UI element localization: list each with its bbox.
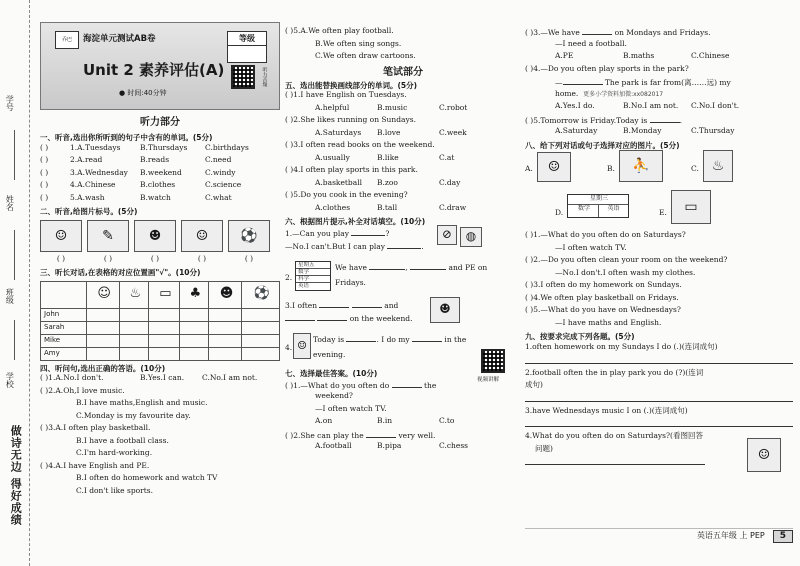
list-item: —I have maths and English. [555,317,662,327]
q5-heading: 五、选出能替换画线部分的单词。(5分) [285,80,418,90]
answer-line[interactable] [525,363,793,364]
options-row [285,441,521,454]
schedule-subject: 科学 [296,276,330,283]
tennis-ball-icon: ◍ [460,227,482,247]
option-a: A.clothes [315,202,351,212]
option-c: C.No.I don't. [691,101,740,110]
check-cell[interactable] [179,321,208,334]
q7-1-text-b: the [424,380,437,390]
q6-2-comma: , [405,263,408,272]
q7-heading: 七、选择最佳答案。(10分) [285,369,378,378]
options-row [525,101,793,114]
answer-paren[interactable]: ( ) [40,142,49,152]
margin-label-name: 姓名 [5,195,15,211]
list-item: ( )4.A.I have English and PE. [40,460,150,470]
margin-label-class: 班级 [5,288,15,304]
list-item: ( )3.A.I often play basketball. [40,423,151,433]
option-a: A.usually [315,152,350,162]
list-item: 3.have Wednesdays music I on (.)(连词成句) [525,405,688,415]
margin-label-school: 学校 [5,372,15,388]
q4-heading: 四、听问句,选出正确的答语。(10分) [40,363,166,373]
fill-blank[interactable] [563,76,603,85]
options-row [285,128,521,141]
option-a: 4.A.Chinese [70,180,116,190]
list-item: B.I have maths,English and music. [76,398,208,408]
check-cell[interactable] [242,334,280,347]
schedule-day: 星期三 [568,195,628,205]
dash: — [555,78,563,87]
check-cell[interactable] [86,321,119,334]
brand-logo-icon: 乔巴 [55,31,79,49]
column-3 [525,26,793,469]
option-b: B.in [377,416,393,426]
q2-heading: 二、听音,给图片标号。(5分) [40,207,138,217]
q7-3-text-b: on Mondays and Fridays. [614,28,711,37]
answer-paren[interactable]: ( ) [40,155,49,165]
schedule-subjects [568,205,628,217]
option-b: B.watch [140,192,171,202]
table-row [41,334,280,347]
fill-blank[interactable] [369,261,405,270]
check-cell[interactable] [86,347,119,360]
q6-3-text: 3.I often [285,301,318,310]
check-cell[interactable] [209,308,242,321]
list-item: ( )1.I have English on Tuesdays. [285,90,407,100]
q4-1-option-a: ( )1.A.No.I don't. [40,373,104,383]
fill-blank[interactable] [392,379,422,388]
options-row [525,51,793,64]
list-item: B.I often do homework and watch TV [76,473,218,483]
check-cell[interactable] [209,334,242,347]
q7-4-home: home. [555,88,579,98]
option-c: C.week [439,127,467,137]
check-cell[interactable] [86,334,119,347]
check-cell[interactable] [179,334,208,347]
margin-line [14,130,15,180]
list-item: ( )2.She likes running on Sundays. [285,115,416,125]
schedule-subject: 英语 [607,205,620,213]
table-header-row [41,281,280,308]
margin-slogan: 做诗无边 得好成绩 [9,425,23,526]
q7-3-line [525,26,793,39]
q7-4-text-c: The park is far from(离……远) my [604,78,731,87]
margin-label-student-id: 学号 [5,95,15,111]
q6-1-line-a: 1.—Can you play ? [285,229,390,238]
options-row [285,203,521,216]
list-item: C.I'm hard-working. [76,448,153,458]
q6-1-line-b: —No.I can't.But I can play . [285,241,424,251]
q7-1-text: ( )1.—What do you often do [285,380,390,390]
list-item: —I often watch TV. [555,242,627,252]
option-a: A.on [315,416,333,426]
q3-table [40,281,280,361]
list-item: 1.often homework on my Sundays I do (.)(连词成句) [525,342,718,351]
option-b: B.Monday [623,126,662,135]
option-c: C.science [205,180,242,190]
q7-2-text: ( )2.She can play the [285,430,364,440]
q9-heading: 九、按要求完成下列各题。(5分) [525,332,635,342]
option-b: B.like [377,152,399,162]
answer-line[interactable] [525,426,793,427]
answer-paren[interactable]: ( ) [244,254,254,263]
schedule-subject: 数学 [570,205,599,217]
qr-code-icon[interactable] [481,349,505,373]
girl-reading-icon: ☺ [747,438,781,472]
table-row [41,321,280,334]
answer-paren[interactable]: ( ) [197,254,207,263]
q7-3-text: ( )3.—We have [525,28,580,37]
option-a: A.basketball [315,177,362,187]
q5-list [285,90,521,215]
option-c: C.windy [205,167,236,177]
options-row [285,416,521,429]
playing-icon: ☻ [209,281,242,308]
q1-list [40,143,280,206]
options-row [525,126,793,139]
fill-blank[interactable] [285,312,315,321]
reading-icon: ☺ [86,281,119,308]
list-item: B.We often sing songs. [315,38,402,48]
check-cell[interactable] [149,308,180,321]
option-c: C.at [439,152,455,162]
option-a: A.football [315,441,352,451]
fill-blank[interactable] [387,240,421,249]
options-row [285,153,521,166]
schedule-subject: 英语 [298,283,310,289]
check-cell[interactable] [149,347,180,360]
q6-2-text: We have [335,263,367,272]
options-row [285,103,521,116]
q6-4-line-a [313,333,521,346]
list-item: —No.I don't.I often wash my clothes. [555,267,696,277]
q4-1-option-c: C.No.I am not. [202,373,258,383]
option-c: C.what [205,192,232,202]
q6-heading: 六、根据图片提示,补全对话填空。(10分) [285,217,426,227]
desk-homework-icon: ✎ [87,220,129,252]
student-name: Amy [41,347,87,360]
q7-4-home-line [525,89,793,102]
option-b: B.love [377,127,401,137]
q9-list [525,342,793,465]
option-c: C.to [439,416,455,426]
q7-2-line [285,429,521,442]
girl-sports-icon: ⚽ [228,220,270,252]
kids-basketball-icon: ⛹ [619,150,663,182]
check-cell[interactable] [149,334,180,347]
list-item [40,143,280,156]
answer-paren[interactable]: ( ) [103,254,113,263]
q6-1-text: 1.—Can you play [285,229,349,238]
q6-4-number: 4. [285,343,293,352]
q6-2-line-b: Fridays. [335,277,366,287]
fill-blank[interactable] [412,333,442,342]
list-item: —I need a football. [555,38,627,48]
schedule-card-icon [295,261,331,291]
option-c: C.draw [439,202,467,212]
check-cell[interactable] [242,321,280,334]
option-b: B.tall [377,202,398,212]
list-item: ( )5.A.We often play football. [285,26,394,35]
girl-homework-icon: ☺ [293,333,311,359]
list-item: ( )1.—What do you often do on Saturdays? [525,230,686,240]
check-cell[interactable] [179,308,208,321]
grade-blank[interactable] [228,46,266,62]
book-label: 英语五年级 上 PEP [696,531,765,541]
listening-title: 听力部分 [140,117,180,128]
option-c: C.day [439,177,461,187]
picture-label-b: B. [607,164,615,174]
list-item: ( )5.—What do you have on Wednesdays? [525,305,681,315]
list-item [40,193,280,206]
q2-parens [40,254,280,264]
q6-4-text-b: . I do my [376,335,410,344]
list-item: 问题) [535,443,553,453]
answer-paren[interactable]: ( ) [150,254,160,263]
brand-name: 海淀单元测试AB卷 [83,34,156,45]
option-c: C.robot [439,102,468,112]
margin-line [14,320,15,360]
margin-line [14,230,15,280]
list-item: C.Monday is my favourite day. [76,410,191,420]
answer-paren[interactable]: ( ) [40,192,49,202]
list-item: ( )4.We often play basketball on Fridays. [525,292,679,302]
washing-icon: ♨ [119,281,148,308]
check-cell[interactable] [86,308,119,321]
student-name: Mike [41,334,87,347]
boy-reading-icon: ☺ [537,152,571,182]
list-item: —I often watch TV. [315,403,387,413]
list-item [40,168,280,181]
q1-heading: 一、听音,选出你所听到的句子中含有的单词。(5分) [40,133,213,142]
list-item: 4.What do you often do on Saturdays?(看图回答 [525,431,703,440]
boy-reading-icon: ☺ [40,220,82,252]
picture-label-c: C. [691,164,699,174]
fill-blank[interactable] [582,26,612,35]
q7-5-line: ( )5.Tomorrow is Friday.Today is . [525,115,683,125]
washing-clothes-icon: ♨ [703,150,733,182]
check-cell[interactable] [242,308,280,321]
page-number: 5 [773,530,793,544]
answer-line[interactable] [525,401,793,402]
option-a: A.Saturday [555,126,598,135]
q8-list [525,230,793,330]
list-item: C.I don't like sports. [76,485,153,495]
column-1 [40,22,280,498]
list-item: ( )5.Do you cook in the evening? [285,190,408,200]
list-item [40,155,280,168]
list-item: ( )2.A.Oh,I love music. [40,385,125,395]
check-cell[interactable] [209,321,242,334]
check-cell[interactable] [242,347,280,360]
option-a: A.Saturdays [315,127,362,137]
answer-line[interactable] [525,464,705,465]
option-c: C.Thursday [691,126,735,135]
option-b: B.music [377,102,408,112]
picture-label-d: D. [555,208,564,218]
time-text: 时间:40分钟 [127,89,167,97]
list-item: ( )3.I often read books on the weekend. [285,140,435,150]
qr-code-icon[interactable] [231,65,255,89]
q8-pictures [525,150,793,230]
table-corner [41,281,87,308]
table-row [41,347,280,360]
option-a: A.PE [555,51,574,60]
option-b: B.reads [140,155,170,165]
q6-2-number: 2. [285,273,293,282]
grade-box [227,31,267,63]
fill-blank[interactable] [317,312,347,321]
list-item: weekend? [315,391,353,401]
cooking-icon: ♣ [179,281,208,308]
exam-header [40,22,280,110]
list-item: C.We often draw cartoons. [315,51,416,60]
option-a: 5.A.wash [70,192,105,202]
schedule-card-icon [567,194,629,218]
q6-3-line-b [285,312,521,325]
fill-blank[interactable] [319,299,349,308]
list-item: ( )4.—Do you often play sports in the park? [525,63,689,73]
check-cell[interactable] [119,321,148,334]
fill-blank[interactable] [351,227,385,236]
check-cell[interactable] [119,347,148,360]
binding-margin [0,0,30,566]
fill-blank[interactable] [650,114,680,123]
option-b: B.No.I am not. [623,101,679,110]
watching-tv-icon: ▭ [671,190,711,224]
option-a: 1.A.Tuesdays [70,142,121,152]
fill-blank[interactable] [410,261,446,270]
unit-title: Unit 2 素养评估(A) [83,61,225,79]
q6-2-text-c: and PE on [448,263,488,272]
q6-item-2 [285,261,521,299]
page-footer [525,528,793,544]
kid-playing-icon: ☻ [430,297,460,323]
qr-label: 视频讲解 [477,376,500,383]
q7-5-text: ( )5.Tomorrow is Friday.Today is [525,115,648,125]
q6-3-text-c: on the weekend. [349,313,413,323]
q7-list [285,376,521,454]
fill-blank[interactable] [352,299,382,308]
list-item: ( )2.—Do you often clean your room on the weekend? [525,255,728,265]
girl-cooking-icon: ☺ [181,220,223,252]
option-b: B.zoo [377,177,398,187]
written-title: 笔试部分 [383,66,423,78]
fill-blank[interactable] [346,333,376,342]
check-cell[interactable] [149,321,180,334]
q8-heading: 八、给下列对话或句子选择对应的图片。(5分) [525,140,680,150]
column-2 [285,26,521,454]
option-c: C.birthdays [205,142,249,152]
q6-3-and: and [384,301,399,310]
football-icon: ⚽ [242,281,280,308]
option-b: B.pipa [377,441,402,451]
q6-4-text-c: in the [444,335,467,344]
option-b: B.weekend [140,167,182,177]
q6-4-line-b: evening. [313,349,346,359]
time-limit: ● 时间:40分钟 [119,89,167,97]
q4-1-option-b: B.Yes.I can. [140,373,185,383]
list-item: B.I have a football class. [76,435,169,445]
qr-label: 听力音频 [261,67,268,87]
q6-3-line-a [285,299,521,312]
q6-item-3 [285,299,521,333]
option-b: B.clothes [140,180,176,190]
picture-label-e: E. [659,208,667,218]
option-a: A.Yes.I do. [555,101,595,110]
option-a: A.helpful [315,102,350,112]
crossed-ball-icon: ⊘ [437,225,457,245]
q6-2-line-a [335,261,521,274]
q3-heading: 三、听长对话,在表格的对应位置画"√"。(10分) [40,267,201,277]
schedule-subject: 数学 [296,269,330,276]
answer-paren[interactable]: ( ) [40,180,49,190]
option-b: B.maths [623,51,655,60]
schedule-day: 星期五 [296,262,330,269]
student-name: Sarah [41,321,87,334]
q6-item-1 [285,227,521,261]
q7-2-text-b: very well. [398,430,436,440]
option-c: C.Chinese [691,51,730,60]
list-item: ( )4.I often play sports in this park. [285,165,418,175]
kids-table-icon: ☻ [134,220,176,252]
q7-4-answer-line [525,76,793,89]
option-a: 3.A.Wednesday [70,167,128,177]
option-c: C.chess [439,441,469,451]
list-item: 2.football often the in play park you do (?)(连词 [525,367,704,377]
picture-label-a: A. [525,164,533,174]
watermark-text: 更多小学资料加微:xx082017 [583,90,664,98]
check-cell[interactable] [179,347,208,360]
option-a: 2.A.read [70,155,103,165]
check-cell[interactable] [119,334,148,347]
option-b: B.Thursdays [140,142,188,152]
table-row [41,308,280,321]
check-cell[interactable] [119,308,148,321]
tv-icon: ▭ [149,281,180,308]
list-item [40,180,280,193]
answer-paren[interactable]: ( ) [56,254,66,263]
check-cell[interactable] [209,347,242,360]
q4-list [40,373,280,498]
q2-pictures [40,220,280,252]
q6-4-text: Today is [313,335,345,344]
brand [55,31,156,49]
list-item: ( )3.I often do my homework on Sundays. [525,280,682,290]
option-c: C.need [205,155,232,165]
options-row [285,178,521,191]
list-item [40,373,280,386]
grade-label: 等级 [228,32,266,46]
q6-1-text-b: —No.I can't.But I can play [285,241,386,251]
fill-blank[interactable] [366,429,396,438]
student-name: John [41,308,87,321]
list-item: 成句) [525,380,543,389]
answer-paren[interactable]: ( ) [40,167,49,177]
